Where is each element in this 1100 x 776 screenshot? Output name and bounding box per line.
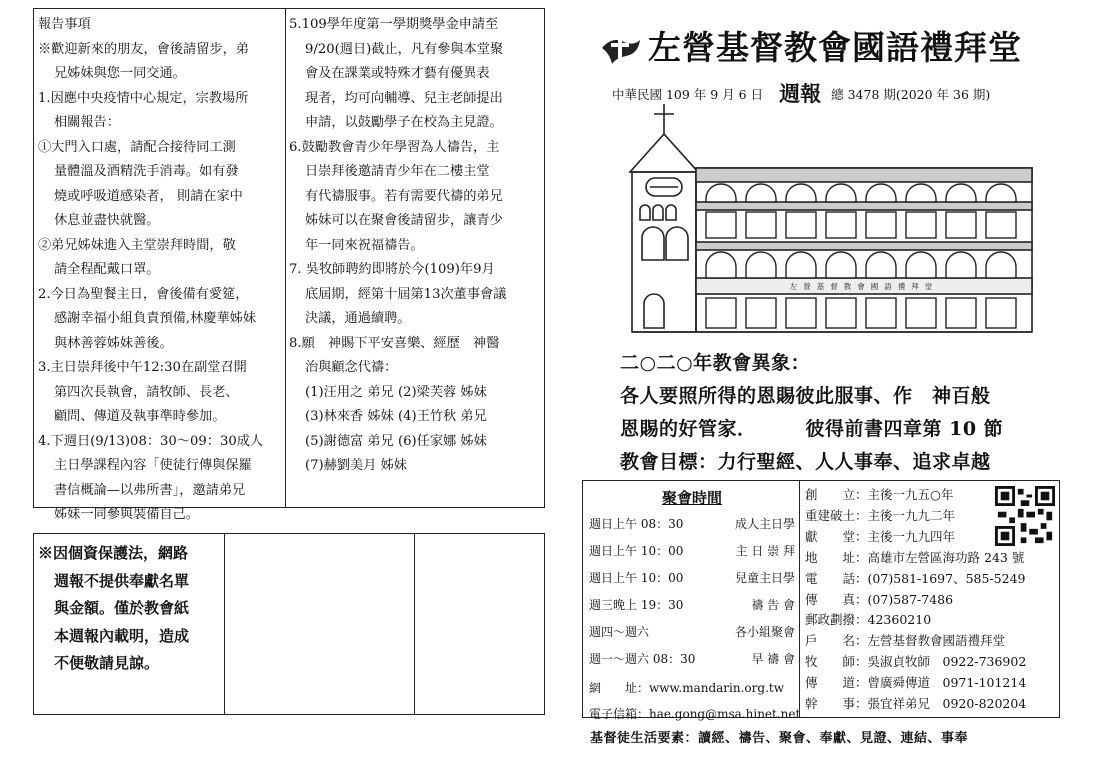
announcement-line: 申請，以鼓勵學子在校為主見證。 (305, 115, 503, 130)
privacy-line: 本週報內載明，造成 (54, 626, 190, 645)
building-window (706, 298, 736, 328)
building-window (746, 184, 776, 202)
announcement-line: (7)赫劉美月 姊妹 (305, 458, 407, 473)
announcement-line: 感謝幸福小組負責預備,林慶華姊妹 (54, 311, 257, 326)
church-info-label: 創 立 (805, 487, 856, 502)
announcement-line: 顧問、傳道及執事準時參加。 (54, 409, 226, 424)
church-info-label: 傳 道 (805, 675, 856, 691)
church-info-row (805, 631, 1057, 652)
announcements-header: 報告事項 (38, 17, 91, 32)
footer-tagline: 基督徒生活要素：讀經、禱告、聚會、奉獻、見證、連結、事奉 (590, 731, 969, 746)
announcement-line: 1.因應中央疫情中心規定，宗教場所 (38, 90, 249, 106)
meeting-name: 成人主日學 (734, 517, 795, 531)
church-info-value: 主後一九五○年 (867, 487, 954, 502)
announcement-line: 治與顧念代禱： (305, 360, 398, 375)
privacy-line: 週報不提供奉獻名單 (54, 571, 190, 590)
church-title-text: 左營基督教會國語禮拜堂 (648, 28, 1022, 67)
building-window (986, 252, 1016, 278)
church-info-value: 主後一九九四年 (867, 528, 956, 544)
building-window (986, 212, 1016, 238)
meeting-name: 早 禱 會 (751, 652, 795, 666)
building-window (906, 184, 936, 202)
church-info-row (805, 610, 1057, 631)
building-window (746, 212, 776, 238)
church-info-label: 戶 名 (805, 633, 856, 649)
church-info-colon: ： (855, 612, 868, 628)
building-sign: 左營基督教會國語禮拜堂 (789, 282, 939, 291)
qr-code-icon[interactable] (995, 486, 1055, 546)
church-info-value: 張宜祥弟兄 0920-820204 (867, 696, 1027, 712)
church-info-label: 牧 師 (805, 654, 856, 670)
church-info-value: (07)587-7486 (867, 591, 954, 607)
privacy-divider-2 (414, 534, 415, 714)
church-info-row (805, 673, 1057, 694)
privacy-notice-box (33, 533, 545, 715)
church-info-label: 傳 真 (805, 591, 856, 607)
announcement-line: 9/20(週日)截止，凡有參與本堂聚 (305, 41, 504, 57)
announcement-line: ②弟兄姊妹進入主堂崇拜時間，敬 (38, 237, 236, 253)
privacy-divider-1 (224, 534, 225, 714)
building-window (826, 298, 856, 328)
announcement-line: 兄姊妹與您一同交通。 (54, 66, 186, 81)
church-info-value: 吳淑貞牧師 0922-736902 (867, 654, 1027, 670)
building-window (746, 252, 776, 278)
privacy-notice (38, 540, 224, 678)
church-info-colon: ： (855, 549, 868, 565)
building-window (786, 298, 816, 328)
church-info-row (805, 548, 1057, 569)
church-info-label: 重建破土 (805, 507, 856, 523)
privacy-line: 與金額。僅於教會紙 (54, 599, 190, 617)
church-info-row (805, 694, 1057, 715)
church-info-value: (07)581-1697、585-5249 (867, 570, 1026, 586)
announcement-line: 決議，通過續聘。 (305, 311, 411, 326)
announcement-line: 4.下週日(9/13)08：30～09：30成人 (38, 433, 264, 449)
announcement-line: 休息並盡快就醫。 (54, 213, 160, 228)
announcement-line: 日崇拜後邀請青少年在二樓主堂 (305, 164, 490, 179)
building-window (786, 252, 816, 278)
building-window (706, 252, 736, 278)
motto-line-3: 恩賜的好管家． 彼得前書四章第 10 節 (620, 418, 1004, 440)
meeting-rows (589, 511, 795, 673)
building-window (946, 298, 976, 328)
church-info-colon: ： (855, 570, 868, 586)
building-window (826, 212, 856, 238)
announcement-line: 有代禱服事。若有需要代禱的弟兄 (305, 188, 503, 204)
announcement-item (38, 283, 281, 357)
announcement-line: 姊妹一同參與裝備自己。 (54, 507, 200, 522)
building-window (866, 298, 896, 328)
motto-line-1: 二○二○年教會異象： (620, 352, 811, 374)
announcement-line: 2.今日為聖餐主日，會後備有愛筵， (38, 286, 249, 302)
announcement-line: 年一同來祝福禱告。 (305, 237, 424, 253)
announcement-line: (5)謝德富 弟兄 (6)任家娜 姊妹 (305, 433, 487, 449)
meeting-name: 主 日 崇 拜 (735, 544, 795, 558)
announcement-line: ①大門入口處，請配合接待同工測 (38, 139, 236, 155)
church-info-value: 曾廣舜傳道 0971-101214 (867, 675, 1027, 691)
church-info-value: 左營基督教會國語禮拜堂 (867, 633, 1006, 649)
announcement-line: 現者，均可向輔導、兒主老師提出 (305, 90, 503, 106)
announcement-item (289, 332, 540, 479)
info-divider (799, 481, 800, 717)
building-window (826, 184, 856, 202)
meeting-time: 週日上午 10：00 (589, 571, 684, 585)
announcement-item (38, 136, 281, 234)
church-info-colon: ： (855, 507, 868, 523)
announcement-line: 3.主日崇拜後中午12:30在副堂召開 (38, 360, 247, 375)
meeting-row (589, 538, 795, 565)
announcement-item (289, 13, 540, 136)
church-logo-icon (598, 34, 642, 66)
church-info-label: 地 址 (805, 549, 856, 565)
announcement-line: 5.109學年度第一學期獎學金申請至 (289, 17, 499, 32)
website-link[interactable]: 網 址：www.mandarin.org.tw (589, 681, 784, 695)
church-info-label: 郵政劃撥 (805, 612, 856, 628)
announcement-line: 燒或呼吸道感染者， 則請在家中 (54, 188, 243, 204)
announcement-item (289, 136, 540, 259)
building-window (946, 184, 976, 202)
meeting-name: 兒童主日學 (734, 571, 795, 585)
building-window (866, 184, 896, 202)
church-info-colon: ： (855, 654, 868, 670)
building-window (906, 298, 936, 328)
announcement-line: (3)林來香 姊妹 (4)王竹秋 弟兄 (305, 409, 487, 424)
email-link[interactable]: 電子信箱：hae.gong@msa.hinet.net (589, 707, 801, 721)
motto-line-2: 各人要照所得的恩賜彼此服事、作 神百般 (620, 385, 991, 407)
building-window (706, 212, 736, 238)
church-info-label: 電 話 (805, 570, 856, 586)
church-title (598, 22, 1078, 69)
announcement-line: 第四次長執會，請牧師、長老、 (54, 384, 239, 400)
privacy-line: ※因個資保護法，網路 (38, 544, 189, 562)
announcement-line: 7. 吳牧師聘約即將於今(109)年9月 (289, 262, 495, 277)
issue-label: 週報 (779, 81, 822, 106)
announcement-line: 姊妹可以在聚會後請留步，讓青少 (305, 213, 503, 228)
announcement-line: 相關報告： (54, 115, 120, 130)
meeting-time: 週三晚上 19：30 (589, 598, 684, 612)
info-box (582, 480, 1060, 721)
meeting-name: 禱 告 會 (751, 598, 795, 612)
announcement-line: 請全程配戴口罩。 (54, 262, 160, 277)
church-info-colon: ： (855, 675, 868, 691)
church-info-colon: ： (855, 528, 868, 544)
church-info-colon: ： (855, 633, 868, 649)
meeting-row (589, 592, 795, 619)
announcement-line: 量體溫及酒精洗手消毒。如有發 (54, 164, 239, 179)
church-info-value: 42360210 (867, 612, 932, 628)
meeting-row (589, 619, 795, 646)
announcement-line: 底屆期，經第十屆第13次董事會議 (305, 286, 507, 302)
announcement-line: ※歡迎新來的朋友，會後請留步，弟 (38, 41, 249, 57)
privacy-line: 不便敬請見諒。 (54, 654, 160, 672)
announcement-item (38, 356, 281, 430)
announcements-left-column (34, 9, 285, 522)
meeting-row (589, 511, 795, 538)
church-info-colon: ： (855, 696, 868, 712)
meeting-time: 週日上午 08：30 (589, 517, 684, 531)
announcement-item (289, 258, 540, 332)
building-window (986, 184, 1016, 202)
building-window (826, 252, 856, 278)
announcement-line: 主日學課程內容「使徒行傳與保羅 (54, 458, 252, 473)
announcement-item (38, 87, 281, 136)
building-window (906, 252, 936, 278)
building-window (866, 252, 896, 278)
church-info-row (805, 652, 1057, 673)
church-info-row (805, 590, 1057, 611)
motto-line-4: 教會目標：力行聖經、人人事奉、追求卓越 (620, 451, 991, 473)
building-window (746, 298, 776, 328)
meeting-time: 週日上午 10：00 (589, 544, 684, 558)
meeting-row (589, 646, 795, 673)
meeting-time: 週四～週六 (589, 625, 650, 639)
announcement-line: 會及在課業或特殊才藝有優異表 (305, 66, 490, 81)
announcement-item (38, 38, 281, 87)
announcement-line: 6.鼓勵教會青少年學習為人禱告，主 (289, 139, 500, 155)
church-info-colon: ： (855, 487, 868, 502)
building-window (906, 212, 936, 238)
church-info-value: 高雄市左營區海功路 243 號 (867, 549, 1025, 565)
building-window (946, 252, 976, 278)
announcement-line: 與林善蓉姊妹善後。 (54, 335, 173, 351)
announcement-line: 書信概論—以弗所書」，邀請弟兄 (54, 482, 246, 498)
meeting-row (589, 565, 795, 592)
meeting-name: 各小組聚會 (734, 625, 795, 639)
building-window (786, 212, 816, 238)
building-window (706, 184, 736, 202)
building-window (786, 184, 816, 202)
building-window (866, 212, 896, 238)
issue-number: 總 3478 期(2020 年 36 期) (831, 87, 991, 102)
church-info-row (805, 569, 1057, 590)
announcement-item (38, 430, 281, 528)
announcement-item (38, 234, 281, 283)
announcements-right-column (285, 9, 544, 507)
announcement-line: (1)汪用之 弟兄 (2)梁芙蓉 姊妹 (305, 384, 487, 400)
meetings-title: 聚會時間 (661, 489, 722, 507)
meeting-time: 週一～週六 08：30 (589, 652, 696, 666)
church-info-label: 獻 堂 (805, 528, 856, 544)
church-info-colon: ： (855, 591, 868, 607)
issue-date: 中華民國 109 年 9 月 6 日 (612, 87, 764, 102)
church-info-label: 幹 事 (805, 696, 856, 712)
building-window (986, 298, 1016, 328)
announcement-line: 8.願 神賜下平安喜樂、經歷 神醫 (289, 335, 500, 351)
church-building-illustration (626, 102, 1036, 340)
announcements-box (33, 8, 545, 522)
church-info-value: 主後一九九二年 (867, 507, 956, 523)
building-window (946, 212, 976, 238)
